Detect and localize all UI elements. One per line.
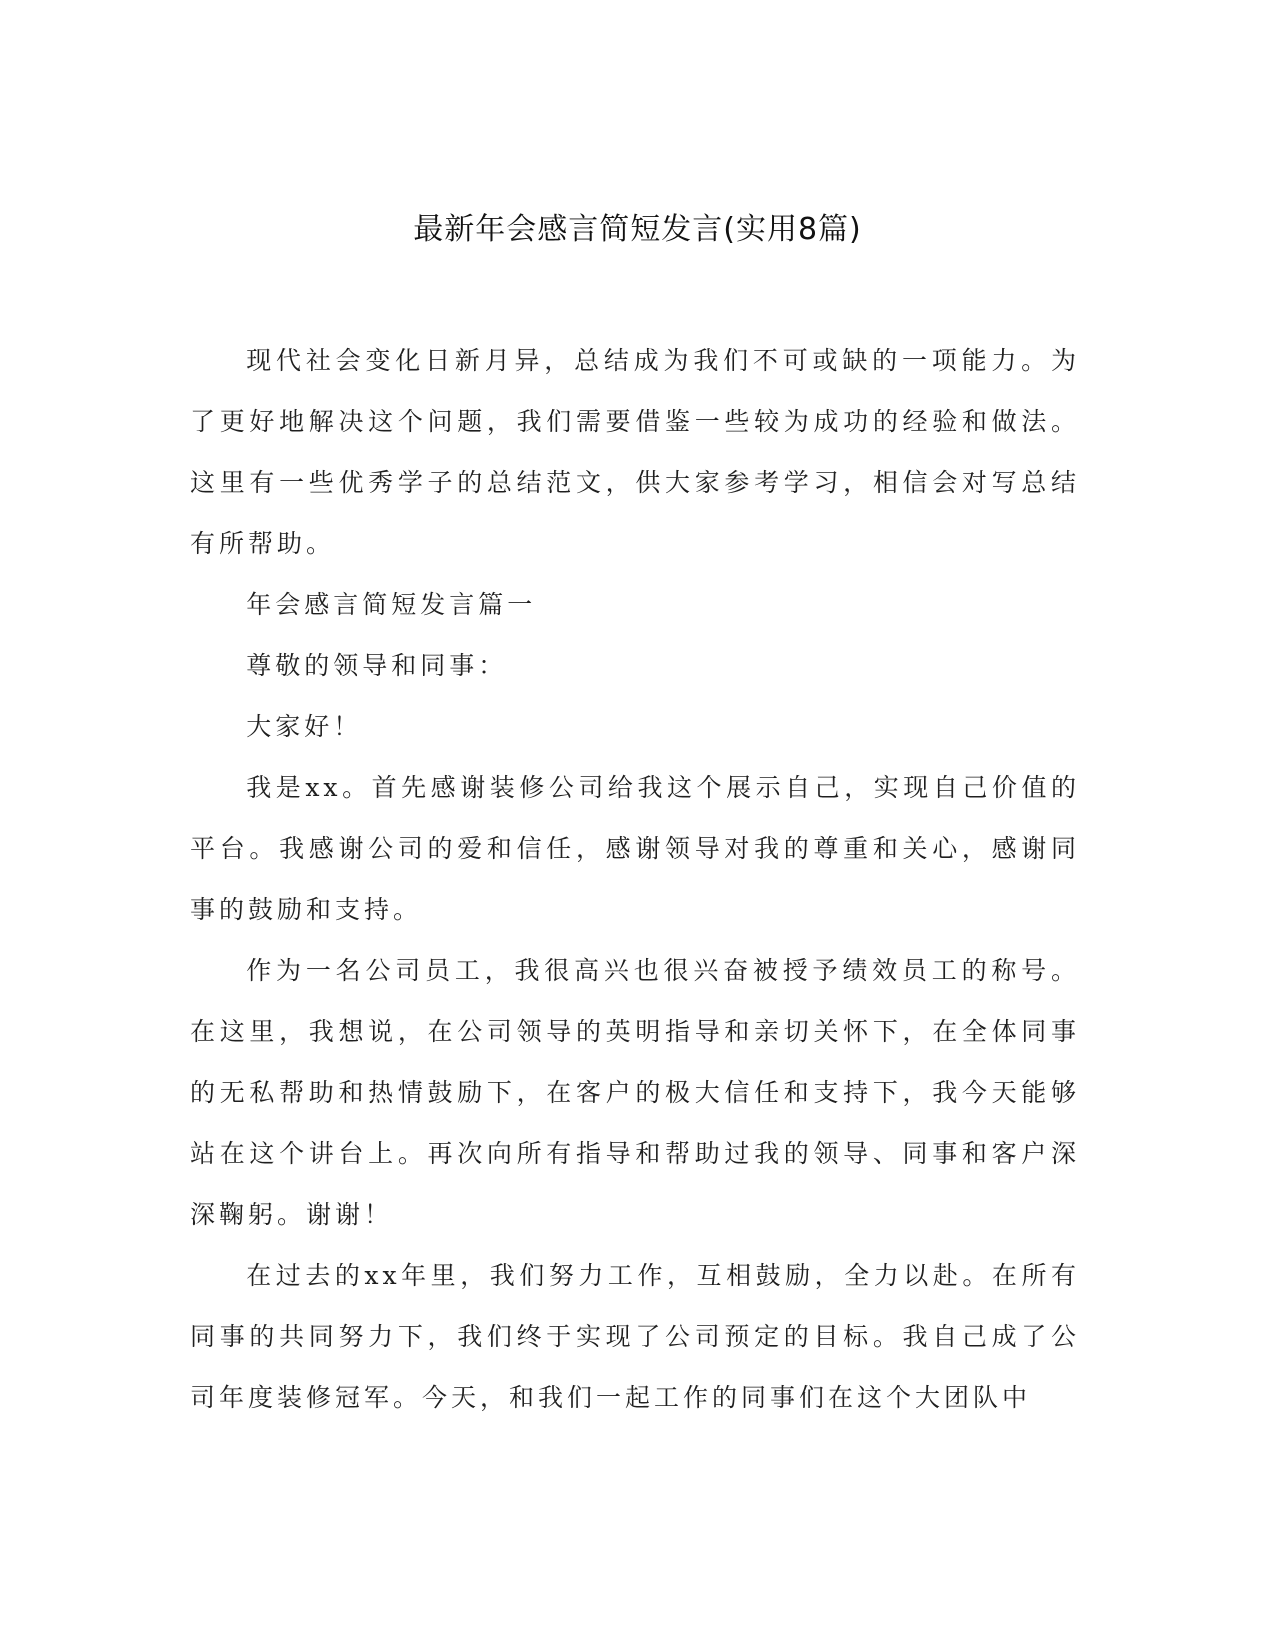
body-paragraph: 作为一名公司员工，我很高兴也很兴奋被授予绩效员工的称号。在这里，我想说，在公司领导的英明指导和亲切关怀下，在全体同事的无私帮助和热情鼓励下，在客户的极大信任和支持下，我今天能够站在这个讲台上。再次向所有指导和帮助过我的领导、同事和客户深深鞠躬。谢谢！	[190, 956, 1080, 1229]
section-heading: 年会感言简短发言篇一	[246, 590, 537, 619]
body-paragraph: 在过去的xx年里，我们努力工作，互相鼓励，全力以赴。在所有同事的共同努力下，我们终于实现了公司预定的目标。我自己成了公司年度装修冠军。今天，和我们一起工作的同事们在这个大团队中	[190, 1261, 1080, 1412]
document-title: 最新年会感言简短发言(实用8篇)	[413, 212, 862, 247]
document-body	[190, 330, 1080, 1428]
intro-paragraph: 现代社会变化日新月异，总结成为我们不可或缺的一项能力。为了更好地解决这个问题，我们需要借鉴一些较为成功的经验和做法。这里有一些优秀学子的总结范文，供大家参考学习，相信会对写总结有所帮助。	[190, 346, 1080, 558]
body-paragraph: 我是xx。首先感谢装修公司给我这个展示自己，实现自己价值的平台。我感谢公司的爱和信任，感谢领导对我的尊重和关心，感谢同事的鼓励和支持。	[190, 773, 1080, 924]
greeting: 大家好！	[246, 712, 363, 741]
salutation: 尊敬的领导和同事：	[246, 651, 508, 680]
